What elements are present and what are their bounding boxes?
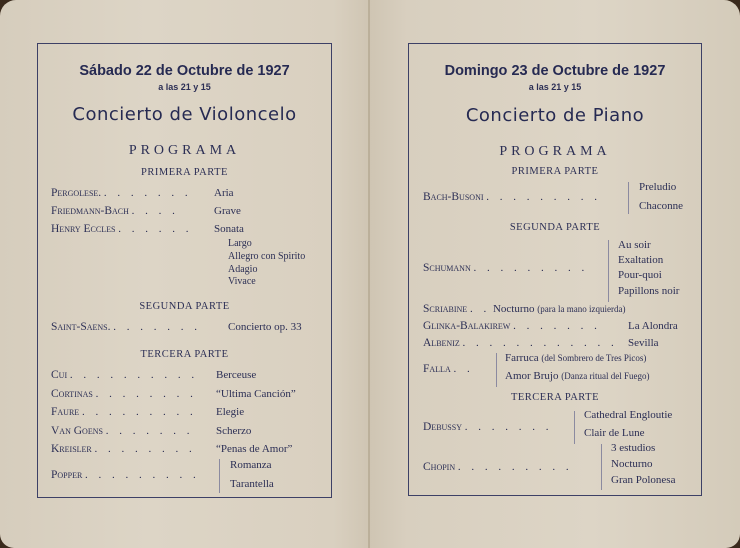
leader-dots: . . . . . . . . . . . . <box>462 337 618 349</box>
right-programa-heading: PROGRAMA <box>499 144 611 159</box>
work-title: Tarantella <box>230 478 274 490</box>
composer-name: Popper <box>51 469 83 481</box>
program-item <box>423 421 552 433</box>
program-item <box>423 461 573 473</box>
program-item <box>51 388 197 400</box>
composer-name: Falla <box>423 363 451 375</box>
composer-name: Faure <box>51 406 80 418</box>
composer-name: Chopin <box>423 461 456 473</box>
movement: Allegro con Spirito <box>228 251 306 262</box>
leader-dots: . . . . . . . . . <box>486 191 602 203</box>
brace-bracket <box>601 444 602 490</box>
leader-dots: . . . . . . . <box>103 187 192 199</box>
work-title-text: Amor Brujo <box>505 370 559 382</box>
movement: Vivace <box>228 276 256 287</box>
composer-name: Henry Eccles <box>51 223 116 235</box>
leader-dots: . . . . . . . . . <box>457 461 573 473</box>
program-item <box>51 369 198 381</box>
leader-dots: . . . . <box>131 205 179 217</box>
center-fold <box>368 0 370 548</box>
leader-dots: . . . . . . . <box>105 425 194 437</box>
composer-name: Bach-Busoni <box>423 191 484 203</box>
program-item <box>51 425 193 437</box>
leader-dots: . . . . . . . <box>513 320 601 332</box>
right-concert-title: Concierto de Piano <box>465 105 645 126</box>
composer-name: Kreisler <box>51 443 92 455</box>
composer-name: Debussy <box>423 421 462 433</box>
program-item <box>51 321 201 333</box>
program-item <box>423 262 588 274</box>
work-title: La Alondra <box>628 320 678 332</box>
right-time: a las 21 y 15 <box>528 82 582 92</box>
leader-dots: . . <box>469 303 491 315</box>
work-title: “Ultima Canción” <box>216 388 296 400</box>
program-item <box>423 303 625 315</box>
composer-name: Cui <box>51 369 68 381</box>
work-title: Sevilla <box>628 337 659 349</box>
leader-dots: . . . . . . . <box>464 421 553 433</box>
program-item <box>51 223 192 235</box>
work-title <box>505 370 649 382</box>
brace-bracket <box>628 182 629 214</box>
left-time: a las 21 y 15 <box>158 82 211 92</box>
leader-dots: . . <box>453 363 474 375</box>
right-section-tercera: TERCERA PARTE <box>510 392 600 403</box>
leader-dots: . . . . . . . . <box>94 443 196 455</box>
work-title <box>505 352 646 364</box>
left-section-tercera: TERCERA PARTE <box>140 349 229 360</box>
leader-dots: . . . . . . . . . . <box>69 369 199 381</box>
leader-dots: . . . . . . . . . <box>81 406 197 418</box>
program-item <box>423 191 601 203</box>
composer-name: Friedmann-Bach <box>51 205 129 217</box>
movement: Largo <box>228 238 252 249</box>
work-title: Preludio <box>639 181 677 193</box>
program-item <box>51 443 196 455</box>
work-title: “Penas de Amor” <box>216 443 293 455</box>
brace-bracket <box>608 240 609 302</box>
composer-name: Pergolese. <box>51 187 102 199</box>
right-section-primera: PRIMERA PARTE <box>511 166 599 177</box>
work-title: Gran Polonesa <box>611 474 676 486</box>
work-title: Nocturno <box>492 303 535 315</box>
program-item <box>423 363 474 375</box>
brace-bracket <box>574 411 575 444</box>
leader-dots: . . . . . . . <box>113 321 201 333</box>
right-page-panel <box>408 43 702 496</box>
work-title: Au soir <box>618 239 651 251</box>
work-title: Concierto op. 33 <box>228 321 302 333</box>
work-note: (del Sombrero de Tres Picos) <box>541 353 647 363</box>
work-title: 3 estudios <box>611 442 656 454</box>
program-item <box>423 337 618 349</box>
leader-dots: . . . . . . . . <box>95 388 197 400</box>
program-item <box>51 205 179 217</box>
leader-dots: . . . . . . <box>118 223 193 235</box>
work-title: Papillons noir <box>618 285 680 297</box>
program-item <box>51 187 192 199</box>
right-section-segunda: SEGUNDA PARTE <box>509 222 601 233</box>
left-page-panel <box>37 43 332 498</box>
movement: Adagio <box>228 264 258 275</box>
composer-name: Albeniz <box>423 337 460 349</box>
work-title: Grave <box>214 205 241 217</box>
brace-bracket <box>496 353 497 387</box>
work-note: (Danza ritual del Fuego) <box>561 371 650 381</box>
work-title: Scherzo <box>216 425 252 437</box>
right-date: Domingo 23 de Octubre de 1927 <box>444 63 666 79</box>
left-section-segunda: SEGUNDA PARTE <box>139 301 230 312</box>
composer-name: Van Goens <box>51 425 103 437</box>
work-title: Romanza <box>230 459 272 471</box>
left-section-primera: PRIMERA PARTE <box>141 167 228 178</box>
work-title-text: Farruca <box>505 352 539 364</box>
work-title: Elegie <box>216 406 245 418</box>
program-item <box>51 406 197 418</box>
composer-name: Schumann <box>423 262 471 274</box>
work-title: Chaconne <box>639 200 683 212</box>
left-programa-heading: PROGRAMA <box>128 143 241 158</box>
work-title: Aria <box>214 187 234 199</box>
work-title: Nocturno <box>611 458 653 470</box>
work-title: Berceuse <box>216 369 257 381</box>
work-title: Sonata <box>214 223 244 235</box>
leader-dots: . . . . . . . . . <box>473 262 589 274</box>
program-item <box>51 469 200 481</box>
work-title: Exaltation <box>618 254 664 266</box>
work-title: Pour-quoi <box>618 269 662 281</box>
work-note: (para la mano izquierda) <box>537 304 626 314</box>
leader-dots: . . . . . . . . . <box>85 469 200 481</box>
composer-name: Glinka-Balakirew <box>423 320 511 332</box>
work-title: Cathedral Engloutie <box>584 409 673 421</box>
left-concert-title: Concierto de Violoncelo <box>72 104 297 125</box>
composer-name: Saint-Saens. <box>51 321 111 333</box>
composer-name: Cortinas <box>51 388 93 400</box>
left-date: Sábado 22 de Octubre de 1927 <box>79 63 290 79</box>
composer-name: Scriabine <box>423 303 468 315</box>
work-title: Clair de Lune <box>584 427 645 439</box>
brace-bracket <box>219 459 220 493</box>
program-item <box>423 320 601 332</box>
